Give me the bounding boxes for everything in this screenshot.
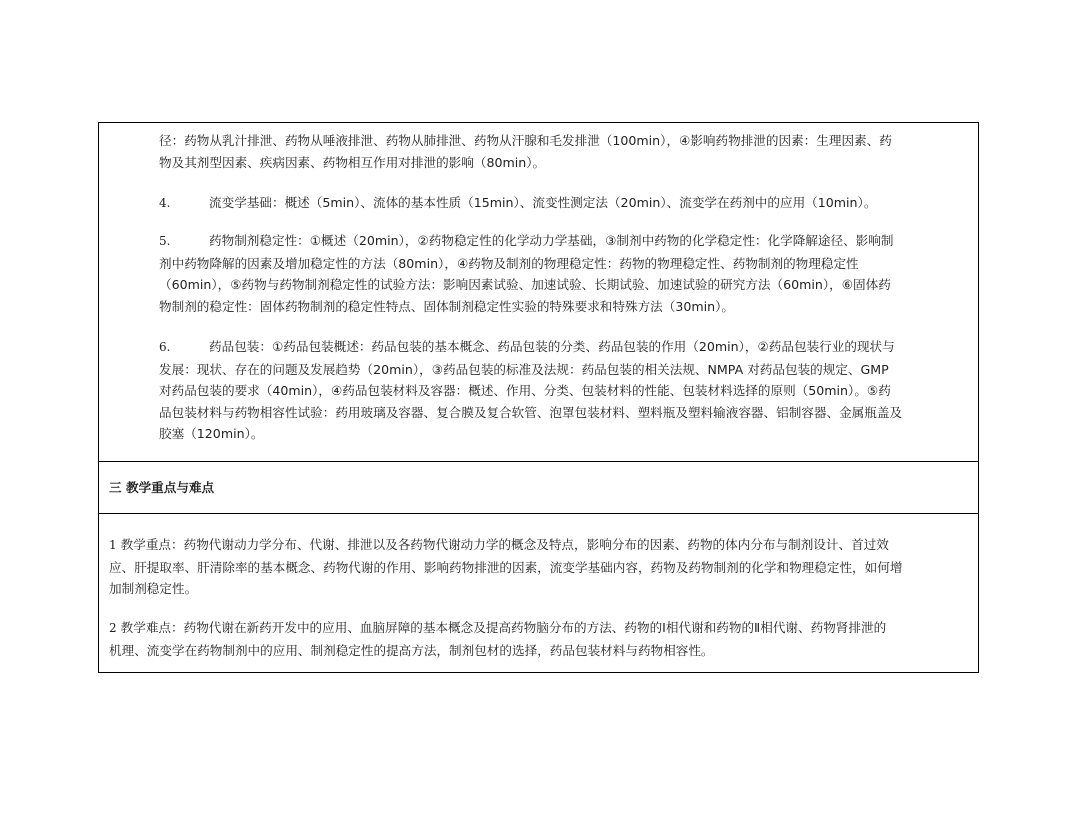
content-section [99, 123, 978, 462]
text-line: 品包装材料与药物相容性试验：药用玻璃及容器、复合膜及复合软管、泡罩包装材料、塑料瓶及塑料输液容器、铝制容器、金属瓶盖及 [159, 404, 903, 420]
section-title: 三 教学重点与难点 [109, 480, 215, 495]
text-span: 教学重点：药物代谢动力学分布、代谢、排泄以及各药物代谢动力学的概念及特点，影响分布的因素、药物的体内分布与制剂设计、首过效 [116, 537, 889, 552]
text-line: 径：药物从乳汁排泄、药物从唾液排泄、药物从肺排泄、药物从汗腺和毛发排泄（100min），④影响药物排泄的因素：生理因素、药 [159, 133, 892, 148]
text-line: 物制剂的稳定性：固体药物制剂的稳定性特点、固体制剂稳定性实验的特殊要求和特殊方法（30min）。 [159, 298, 735, 314]
text-line [159, 192, 876, 215]
list-number: 1 [109, 538, 117, 552]
text-line: （60min），⑤药物与药物制剂稳定性的试验方法：影响因素试验、加速试验、长期试验、加速试验的研究方法（60min），⑥固体药 [159, 277, 891, 292]
text-line: 加制剂稳定性。 [109, 581, 198, 596]
paragraph-key-points [109, 534, 902, 600]
text-line: 对药品包装的要求（40min），④药品包装材料及容器：概述、作用、分类、包装材料的性能、包装材料选择的原则（50min）。⑤药 [159, 383, 891, 398]
text-line [159, 336, 902, 359]
list-number: 2 [109, 621, 117, 635]
text-line: 机理、流变学在药物制剂中的应用、制剂稳定性的提高方法，制剂包材的选择，药品包装材料与药物相容性。 [109, 642, 714, 658]
list-number: 6. [159, 340, 171, 354]
text-span: 教学难点：药物代谢在新药开发中的应用、血脑屏障的基本概念及提高药物脑分布的方法、药物的Ⅰ相代谢和药物的Ⅱ相代谢、药物肾排泄的 [116, 620, 887, 635]
text-line: 胶塞（120min）。 [159, 426, 264, 441]
text-line: 应、肝提取率、肝清除率的基本概念、药物代谢的作用、影响药物排泄的因素，流变学基础内容，药物及药物制剂的化学和物理稳定性，如何增 [109, 559, 903, 575]
syllabus-table [98, 122, 979, 673]
text-line: 发展：现状、存在的问题及发展趋势（20min），③药品包装的标准及法规：药品包装的相关法规、NMPA 对药品包装的规定、GMP [159, 361, 889, 377]
key-points-section [99, 514, 978, 672]
text-line: 物及其剂型因素、疾病因素、药物相互作用对排泄的影响（80min）。 [159, 154, 546, 170]
list-number: 5. [159, 234, 171, 248]
text-span: 药品包装：①药品包装概述：药品包装的基本概念、药品包装的分类、药品包装的作用（20min），②药品包装行业的现状与 [209, 339, 895, 354]
list-number: 4. [159, 196, 171, 210]
text-line: 剂中药物降解的因素及增加稳定性的方法（80min），④药物及制剂的物理稳定性：药物的物理稳定性、药物制剂的物理稳定性 [159, 255, 859, 271]
paragraph-stability [159, 230, 893, 317]
text-span: 药物制剂稳定性：①概述（20min），②药物稳定性的化学动力学基础，③制剂中药物的化学稳定性：化学降解途径、影响制 [209, 233, 894, 248]
text-line [109, 534, 902, 557]
paragraph-packaging [159, 336, 902, 445]
paragraph-rheology [159, 192, 876, 215]
paragraph-excretion-continued [159, 130, 892, 173]
text-line [109, 617, 886, 640]
text-line [159, 230, 893, 253]
paragraph-difficulties [109, 617, 886, 661]
section-heading-row [99, 462, 978, 514]
text-span: 流变学基础：概述（5min）、流体的基本性质（15min）、流变性测定法（20min）、流变学在药剂中的应用（10min）。 [209, 195, 877, 210]
